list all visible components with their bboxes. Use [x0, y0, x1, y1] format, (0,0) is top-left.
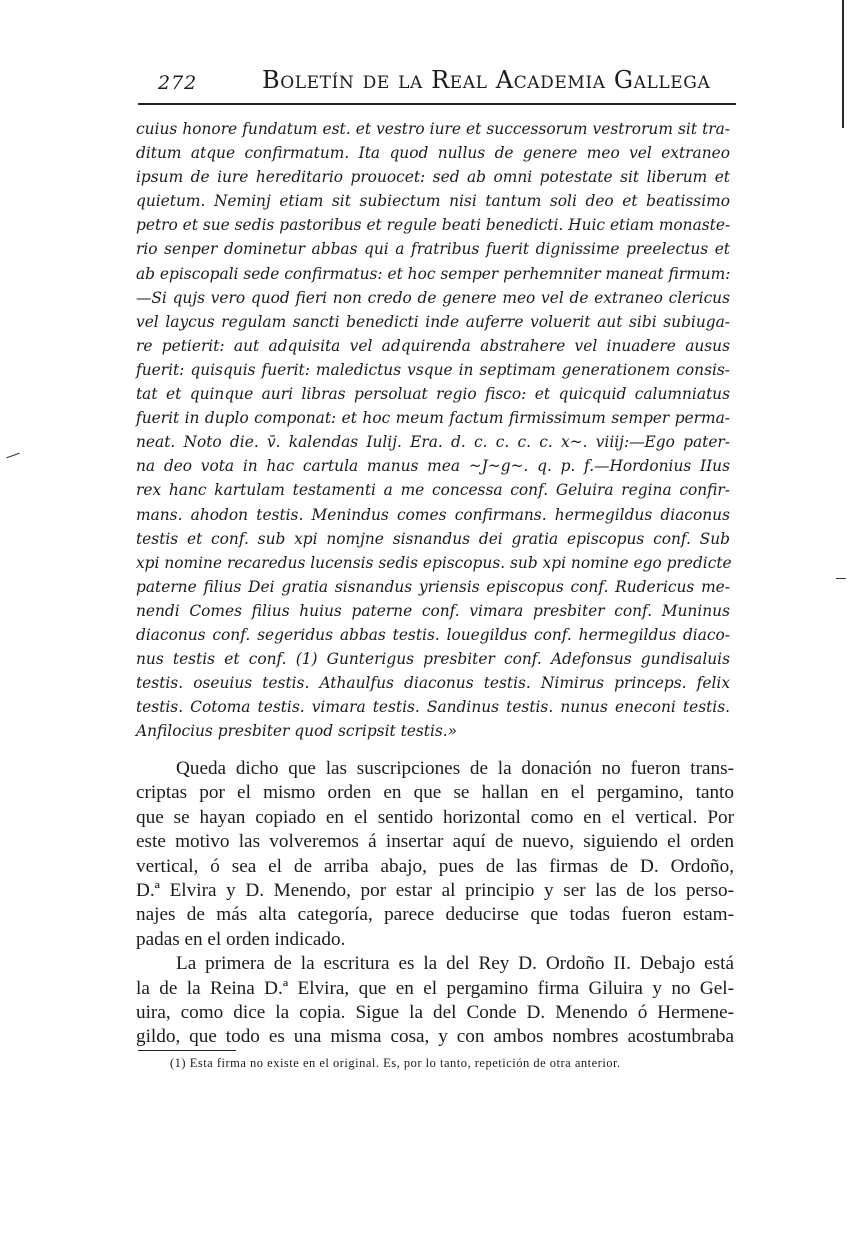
- quote-line: nendi Comes filius huius paterne conf. vimara presbiter conf. Muninus: [136, 601, 730, 620]
- quote-line: Anfilocius presbiter quod scripsit testis.»: [136, 722, 458, 741]
- quote-line: testis et conf. sub xpi nomjne sisnandus dei gratia episcopus conf. Sub: [136, 529, 730, 548]
- quote-line: ab episcopali sede confirmatus: et hoc semper perhemniter maneat firmum:: [136, 264, 731, 283]
- paragraph-line: La primera de la escritura es la del Rey D. Ordoño II. Debajo está: [176, 953, 734, 975]
- quote-line: ipsum de iure hereditario prouocet: sed ab omni potestate sit liberum et: [136, 168, 730, 187]
- paragraph-line: uira, como dice la copia. Sigue la del Conde D. Menendo ó Hermene-: [136, 1001, 734, 1023]
- footnote-rule: [138, 1050, 236, 1051]
- quote-line: quietum. Neminj etiam sit subiectum nisi tantum soli deo et beatissimo: [136, 192, 730, 211]
- quote-line: diaconus conf. segeridus abbas testis. louegildus conf. hermegildus diaco-: [136, 625, 730, 644]
- quote-line: re petierit: aut adquisita vel adquirenda abstrahere vel inuadere ausus: [136, 336, 730, 355]
- header-rule: [138, 103, 736, 105]
- quote-line: rio senper dominetur abbas qui a fratribus fuerit dignissime preelectus et: [136, 240, 730, 259]
- quote-line: testis. Cotoma testis. vimara testis. Sandinus testis. nunus eneconi testis.: [136, 698, 730, 717]
- paragraph-line: padas en el orden indicado.: [136, 928, 346, 950]
- quote-line: ditum atque confirmatum. Ita quod nullus de genere meo vel extraneo: [136, 144, 730, 163]
- page-header: [0, 60, 850, 106]
- running-title: Boletín de la Real Academia Gallega: [262, 66, 711, 94]
- quote-line: tat et quinque auri libras persoluat regio fisco: et quicquid calumniatus: [136, 385, 730, 404]
- footnote: (1) Esta firma no existe en el original. Es, por lo tanto, repetición de otra anterior.: [170, 1056, 621, 1070]
- paragraph-line: la de la Reina D.ª Elvira, que en el pergamino firma Giluira y no Gel-: [136, 977, 734, 999]
- paragraph-line: Queda dicho que las suscripciones de la donación no fueron trans-: [176, 758, 734, 779]
- quote-line: xpi nomine recaredus lucensis sedis episcopus. sub xpi nomine ego predicte: [136, 553, 732, 572]
- quote-line: fuerit in duplo componat: et hoc meum factum firmissimum semper perma-: [136, 409, 730, 428]
- left-margin-tick: [6, 453, 19, 459]
- quote-line: neat. Noto die. v̄. kalendas Iulij. Era. d. c. c. c. c. x~. viiij:—Ego pater-: [136, 433, 730, 452]
- paragraph-line: vertical, ó sea el de arriba abajo, pues de las firmas de D. Ordoño,: [136, 855, 734, 877]
- quote-line: fuerit: quisquis fuerit: maledictus vsque in septimam generationem consis-: [136, 360, 730, 379]
- quote-line: petro et sue sedis pastoribus et regule beati benedicti. Huic etiam monaste-: [136, 216, 731, 235]
- quote-line: —Si qujs vero quod fieri non credo de genere meo vel de extraneo clericus: [136, 288, 730, 307]
- page-number: 272: [158, 72, 198, 94]
- quote-line: na deo vota in hac cartula manus mea ~J~g~. q. p. f.—Hordonius IIus: [136, 457, 730, 476]
- paragraph-line: najes de más alta categoría, parece deducirse que todas fueron estam-: [136, 904, 734, 926]
- latin-charter-quote: [136, 117, 730, 743]
- quote-line: cuius honore fundatum est. et vestro iure et successorum vestrorum sit tra-: [136, 120, 730, 138]
- paragraph-line: criptas por el mismo orden en que se hallan en el pergamino, tanto: [136, 782, 734, 804]
- quote-line: paterne filius Dei gratia sisnandus yriensis episcopus conf. Rudericus me-: [136, 577, 730, 596]
- paragraph-line: D.ª Elvira y D. Menendo, por estar al principio y ser las de los perso-: [136, 879, 734, 901]
- paragraph-line: que se hayan copiado en el sentido horizontal como en el vertical. Por: [136, 806, 734, 828]
- paragraph-line: gildo, que todo es una misma cosa, y con ambos nombres acostumbraba: [136, 1026, 734, 1048]
- quote-line: rex hanc kartulam testamenti a me concessa conf. Geluira regina confir-: [136, 481, 730, 500]
- body-text: [136, 757, 734, 1050]
- right-margin-tick: [836, 578, 846, 579]
- quote-line: nus testis et conf. (1) Gunterigus presbiter conf. Adefonsus gundisaluis: [136, 650, 730, 669]
- quote-line: mans. ahodon testis. Menindus comes confirmans. hermegildus diaconus: [136, 505, 730, 524]
- quote-line: testis. oseuius testis. Athaulfus diaconus testis. Nimirus princeps. felix: [136, 674, 730, 693]
- paragraph-line: este motivo las volveremos á insertar aquí de nuevo, siguiendo el orden: [136, 831, 734, 853]
- quote-line: vel laycus regulam sancti benedicti inde auferre voluerit aut sibi subiuga-: [136, 312, 730, 331]
